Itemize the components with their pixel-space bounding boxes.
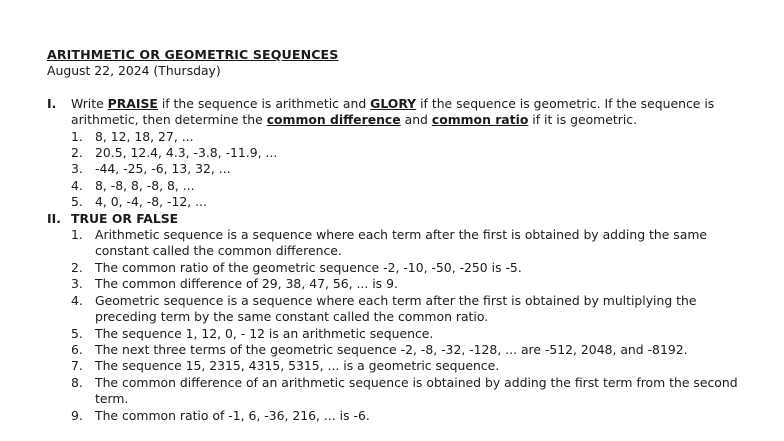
list-item bbox=[71, 325, 747, 342]
item-text: 8, -8, 8, -8, 8, ... bbox=[95, 177, 195, 193]
item-number: 8. bbox=[71, 374, 83, 390]
item-text: 20.5, 12.4, 4.3, -3.8, -11.9, ... bbox=[95, 145, 278, 161]
instruction-text-2: if the sequence is arithmetic and bbox=[157, 95, 371, 111]
instruction-text-4: and bbox=[400, 112, 432, 128]
list-item bbox=[71, 276, 747, 292]
item-number: 9. bbox=[71, 407, 83, 423]
document-title: ARITHMETIC OR GEOMETRIC SEQUENCES bbox=[47, 47, 339, 62]
common-difference-keyword: common difference bbox=[266, 112, 401, 128]
list-item bbox=[71, 259, 747, 276]
item-text: The common ratio of -1, 6, -36, 216, ... is -6. bbox=[95, 407, 370, 423]
item-text: The sequence 1, 12, 0, - 12 is an arithmetic sequence. bbox=[95, 325, 434, 341]
list-item bbox=[71, 292, 747, 326]
list-item bbox=[71, 145, 747, 161]
item-text: The common ratio of the geometric sequence -2, -10, -50, -250 is -5. bbox=[95, 259, 522, 275]
common-ratio-keyword: common ratio bbox=[431, 112, 529, 128]
list-item bbox=[71, 407, 747, 424]
item-number: 5. bbox=[71, 194, 83, 210]
list-item bbox=[71, 128, 747, 145]
list-item bbox=[71, 161, 747, 177]
section-1-instructions bbox=[71, 96, 747, 129]
instruction-text-5: if it is geometric. bbox=[528, 112, 638, 128]
item-text: The common difference of an arithmetic sequence is obtained by adding the first term from the second term. bbox=[95, 374, 738, 407]
item-text: 8, 12, 18, 27, ... bbox=[95, 128, 194, 144]
list-item bbox=[71, 341, 747, 358]
item-number: 5. bbox=[71, 325, 83, 341]
item-number: 4. bbox=[71, 292, 83, 308]
item-number: 6. bbox=[71, 341, 83, 357]
item-number: 1. bbox=[71, 227, 83, 243]
section-2-list bbox=[71, 227, 747, 424]
list-item bbox=[71, 227, 747, 260]
list-item bbox=[71, 194, 747, 210]
section-2-number: II. bbox=[47, 210, 61, 226]
list-item bbox=[71, 177, 747, 194]
item-text: 4, 0, -4, -8, -12, ... bbox=[95, 194, 207, 210]
item-text: -44, -25, -6, 13, 32, ... bbox=[95, 161, 231, 177]
item-text: The next three terms of the geometric sequence -2, -8, -32, -128, ... are -512, 2048, and -8192. bbox=[95, 341, 688, 357]
glory-keyword: GLORY bbox=[370, 95, 417, 111]
item-number: 2. bbox=[71, 145, 83, 161]
item-number: 2. bbox=[71, 259, 83, 275]
item-number: 7. bbox=[71, 358, 83, 374]
section-1-number: I. bbox=[47, 95, 57, 111]
section-1-list bbox=[71, 129, 747, 211]
instruction-text-1: Write bbox=[71, 95, 108, 111]
item-number: 4. bbox=[71, 177, 83, 193]
item-text: Arithmetic sequence is a sequence where each term after the first is obtained by adding the same constant called the common difference. bbox=[95, 227, 708, 259]
item-text: The sequence 15, 2315, 4315, 5315, ... is a geometric sequence. bbox=[95, 358, 500, 374]
item-text: Geometric sequence is a sequence where each term after the first is obtained by multiplying the preceding term by the same constant called the common ratio. bbox=[95, 292, 697, 325]
item-number: 3. bbox=[71, 276, 83, 292]
section-2 bbox=[47, 211, 747, 424]
item-number: 1. bbox=[71, 128, 83, 144]
list-item bbox=[71, 358, 747, 374]
item-number: 3. bbox=[71, 161, 83, 177]
item-text: The common difference of 29, 38, 47, 56, ... is 9. bbox=[95, 276, 398, 292]
document-page bbox=[47, 47, 747, 424]
section-1 bbox=[47, 96, 747, 211]
list-item bbox=[71, 374, 747, 408]
section-2-heading: TRUE OR FALSE bbox=[71, 210, 179, 226]
instruction-text-3: if the sequence is geometric. If the sequence is arithmetic, then determine the bbox=[71, 95, 715, 128]
praise-keyword: PRAISE bbox=[107, 95, 158, 111]
document-date: August 22, 2024 (Thursday) bbox=[47, 63, 221, 79]
